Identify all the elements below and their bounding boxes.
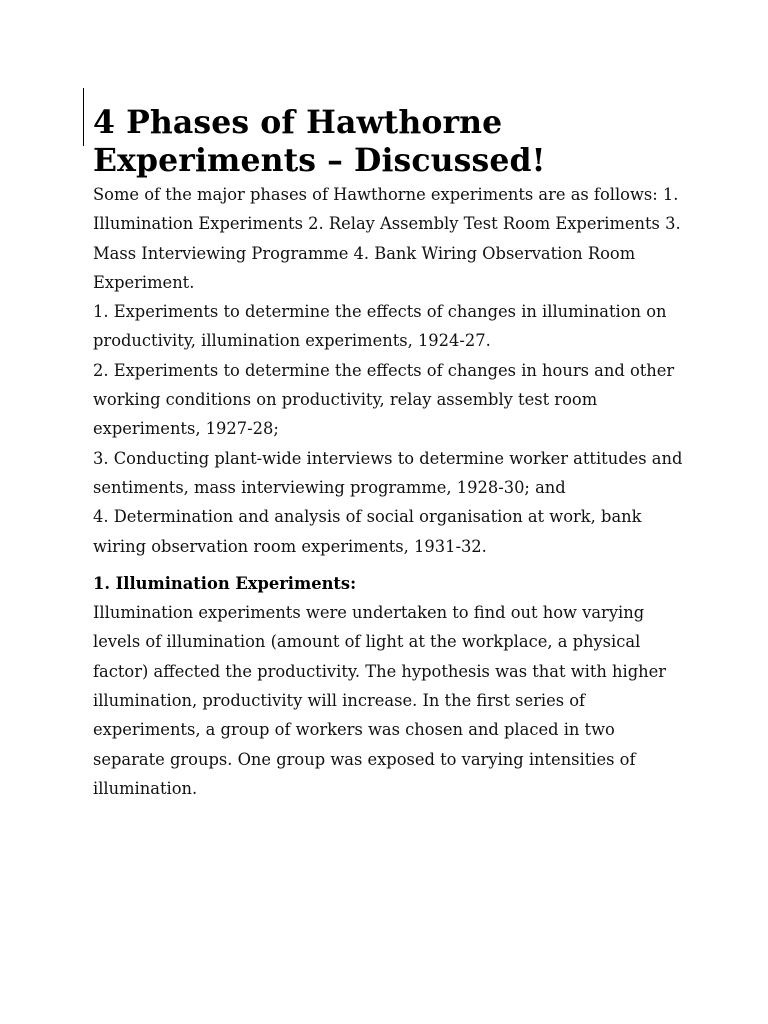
phase-paragraph-1: 1. Experiments to determine the effects of changes in illumination on productivity, illumination experiments, 1924-27. bbox=[93, 302, 667, 351]
phase-paragraph-3: 3. Conducting plant-wide interviews to determine worker attitudes and sentiments, mass interviewing programme, 1928-30; and bbox=[93, 448, 683, 497]
page-title: 4 Phases of Hawthorne Experiments – Discussed! bbox=[93, 104, 546, 179]
section-body-illumination: Illumination experiments were undertaken to find out how varying levels of illumination (amount of light at the workplace, a physical factor) affected the productivity. The hypothesis was that with higher illumination, productivity will increase. In the first series of experiments, a group of workers was chosen and placed in two separate groups. One group was exposed to varying intensities of illumination. bbox=[93, 603, 667, 798]
text-cursor bbox=[83, 88, 84, 146]
phase-paragraph-4: 4. Determination and analysis of social organisation at work, bank wiring observation room experiments, 1931-32. bbox=[93, 507, 642, 556]
intro-paragraph: Some of the major phases of Hawthorne experiments are as follows: 1. Illumination Experiments 2. Relay Assembly Test Room Experiments 3. Mass Interviewing Programme 4. Bank Wiring Observation Room Experiment. bbox=[93, 185, 681, 292]
section-heading-illumination: 1. Illumination Experiments: bbox=[93, 573, 357, 593]
document-body bbox=[93, 104, 683, 803]
phase-paragraph-2: 2. Experiments to determine the effects of changes in hours and other working conditions on productivity, relay assembly test room experiments, 1927-28; bbox=[93, 360, 675, 439]
